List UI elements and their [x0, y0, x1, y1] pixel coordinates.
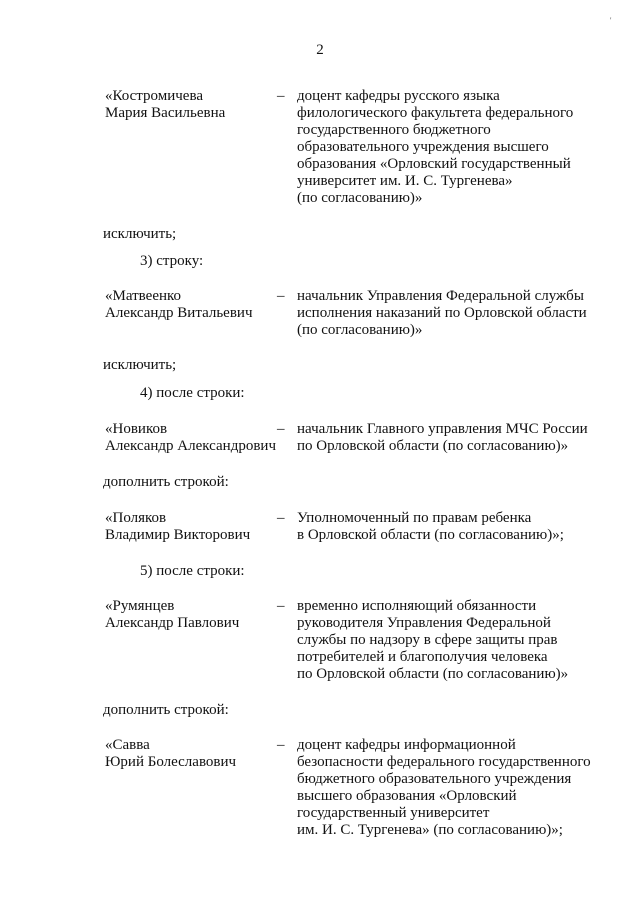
- entry-desc-line: доцент кафедры информационной: [297, 737, 516, 753]
- entry-name-line: «Савва: [105, 737, 150, 753]
- entry-desc-line: начальник Главного управления МЧС России: [297, 421, 588, 437]
- entry-desc-line: бюджетного образовательного учреждения: [297, 771, 572, 787]
- entry-dash: –: [277, 598, 285, 614]
- entry-name-line: Юрий Болеславович: [105, 754, 237, 770]
- entry-desc-line: по Орловской области (по согласованию)»: [297, 438, 569, 454]
- item-heading-3: 3) строку:: [140, 253, 204, 269]
- entry-dash: –: [277, 510, 285, 526]
- entry-desc-line: высшего образования «Орловский: [297, 788, 517, 804]
- page-number: 2: [316, 42, 324, 58]
- entry-desc-line: государственный университет: [297, 805, 490, 821]
- entry-desc-line: образовательного учреждения высшего: [297, 139, 549, 155]
- entry-desc-line: Уполномоченный по правам ребенка: [297, 510, 532, 526]
- entry-desc-line: службы по надзору в сфере защиты прав: [297, 632, 558, 648]
- entry-desc-line: начальник Управления Федеральной службы: [297, 288, 584, 304]
- entry-name-line: Александр Павлович: [105, 615, 240, 631]
- entry-desc-line: университет им. И. С. Тургенева»: [297, 173, 513, 189]
- item-heading-4: 4) после строки:: [140, 385, 245, 401]
- entry-desc-line: образования «Орловский государственный: [297, 156, 571, 172]
- entry-name-line: «Костромичева: [105, 88, 204, 104]
- entry-desc-line: руководителя Управления Федеральной: [297, 615, 551, 631]
- entry-desc-line: в Орловской области (по согласованию)»;: [297, 527, 564, 543]
- entry-desc-line: филологического факультета федерального: [297, 105, 574, 121]
- entry-desc-line: (по согласованию)»: [297, 190, 423, 206]
- entry-desc-line: доцент кафедры русского языка: [297, 88, 500, 104]
- entry-name-line: «Румянцев: [105, 598, 175, 614]
- entry-dash: –: [277, 737, 285, 753]
- entry-name-line: Владимир Викторович: [105, 527, 251, 543]
- instruction-exclude: исключить;: [103, 226, 177, 242]
- entry-name-line: «Матвеенко: [105, 288, 182, 304]
- instruction-add: дополнить строкой:: [103, 474, 229, 490]
- entry-name-line: Мария Васильевна: [105, 105, 226, 121]
- entry-desc-line: по Орловской области (по согласованию)»: [297, 666, 569, 682]
- entry-desc-line: государственного бюджетного: [297, 122, 491, 138]
- entry-dash: –: [277, 288, 285, 304]
- instruction-exclude: исключить;: [103, 357, 177, 373]
- entry-desc-line: исполнения наказаний по Орловской области: [297, 305, 587, 321]
- entry-dash: –: [277, 88, 285, 104]
- entry-desc-line: (по согласованию)»: [297, 322, 423, 338]
- entry-name-line: Александр Витальевич: [105, 305, 253, 321]
- entry-desc-line: безопасности федерального государственного: [297, 754, 591, 770]
- entry-dash: –: [277, 421, 285, 437]
- instruction-add: дополнить строкой:: [103, 702, 229, 718]
- entry-name-line: Александр Александрович: [105, 438, 276, 454]
- entry-name-line: «Новиков: [105, 421, 168, 437]
- entry-name-line: «Поляков: [105, 510, 167, 526]
- entry-desc-line: им. И. С. Тургенева» (по согласованию)»;: [297, 822, 563, 838]
- entry-desc-line: временно исполняющий обязанности: [297, 598, 537, 614]
- item-heading-5: 5) после строки:: [140, 563, 245, 579]
- entry-desc-line: потребителей и благополучия человека: [297, 649, 548, 665]
- corner-mark: ': [610, 16, 612, 25]
